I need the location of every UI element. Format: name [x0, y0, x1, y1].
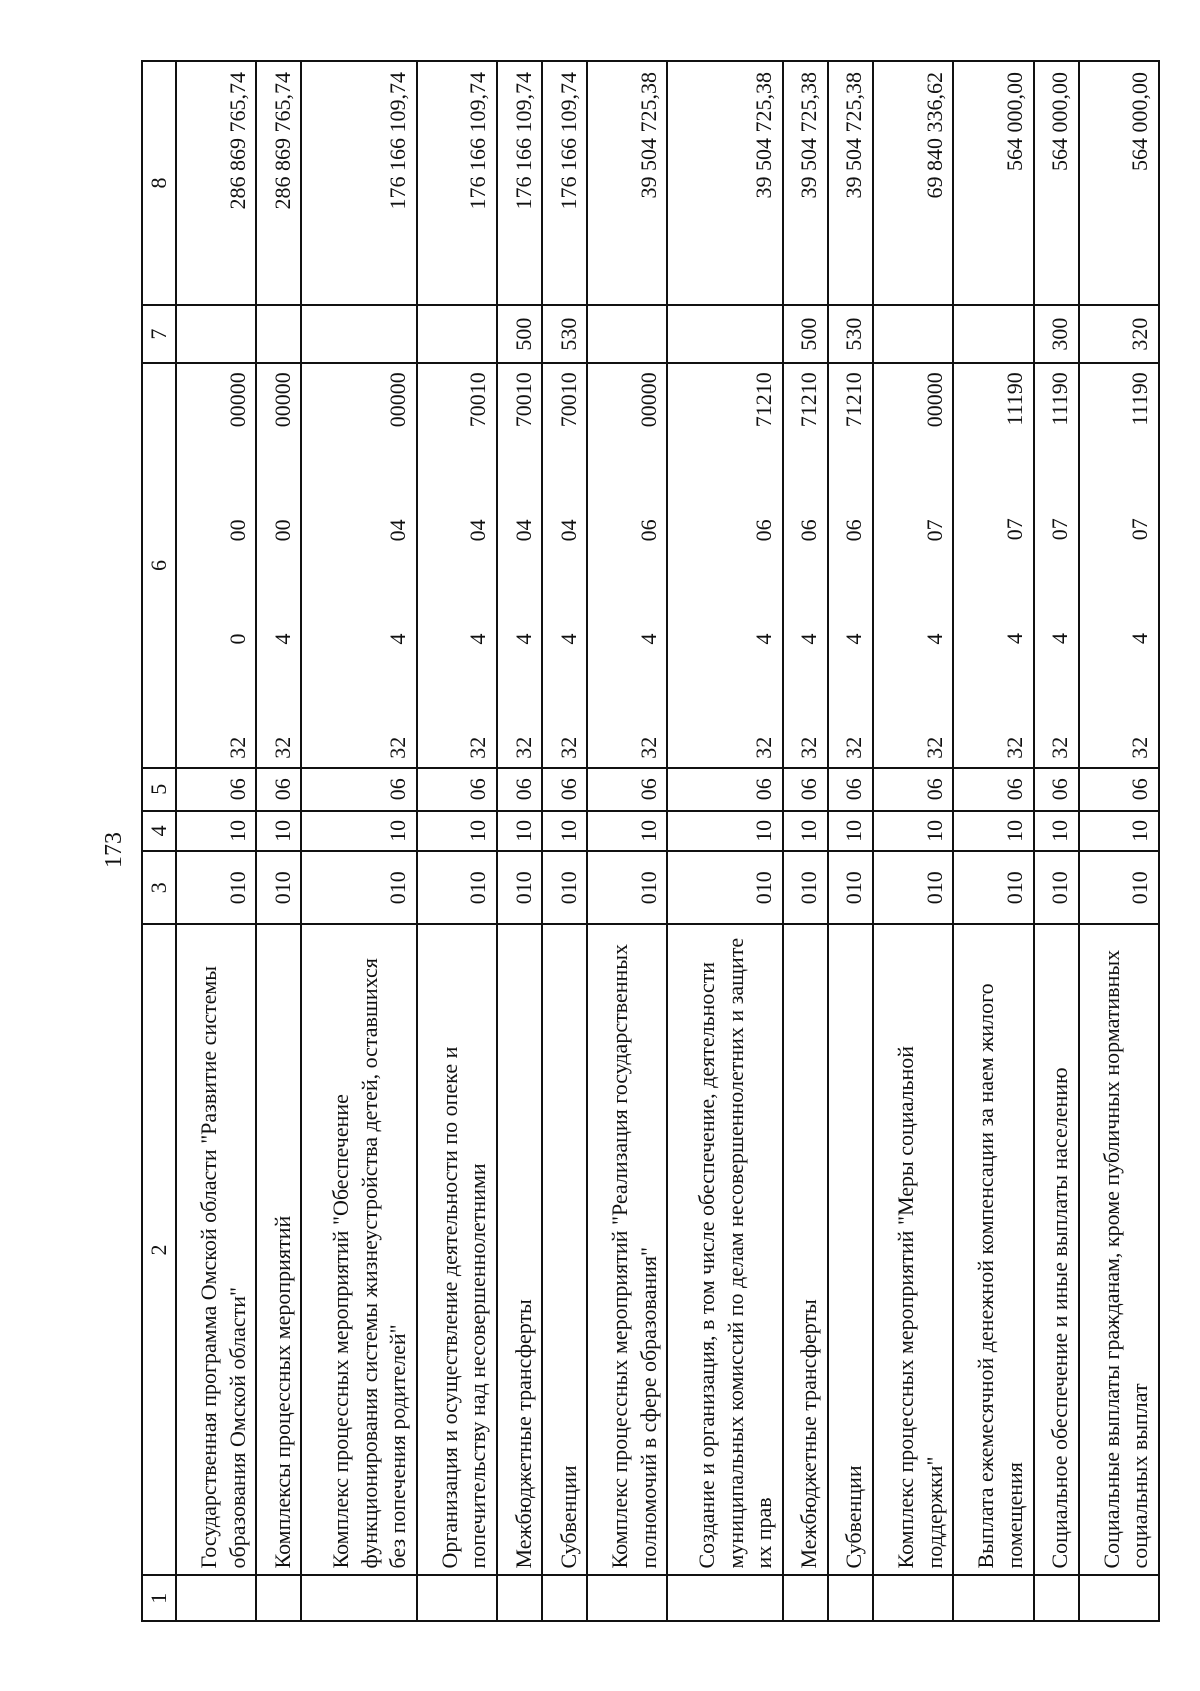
subsection-code-cell: 06 [828, 768, 873, 811]
amount-cell: 176 166 109,74 [497, 61, 542, 305]
amount-cell: 39 504 725,38 [828, 61, 873, 305]
admin-code-cell: 010 [301, 851, 416, 924]
item-name-cell: Создание и организация, в том числе обеспечение, деятельности муниципальных комиссий по делам несовершеннолетних и защите их прав [667, 924, 782, 1575]
target-article-part: 71210 [796, 372, 822, 428]
amount-cell: 564 000,00 [1034, 61, 1079, 305]
section-code-cell: 10 [783, 811, 828, 851]
target-article-part: 32 [1002, 736, 1028, 759]
item-name-cell: Комплекс процессных мероприятий "Меры социальной поддержки" [873, 924, 953, 1575]
section-code-cell: 10 [497, 811, 542, 851]
target-article-part: 07 [1047, 518, 1073, 541]
target-article-part: 32 [510, 736, 536, 759]
subsection-code-cell: 06 [667, 768, 782, 811]
item-name-cell: Государственная программа Омской области "Развитие системы образования Омской области" [176, 924, 256, 1575]
target-article-cell [783, 363, 828, 768]
table-row [953, 61, 1033, 1621]
admin-code-cell: 010 [256, 851, 301, 924]
column-header-8: 8 [142, 61, 176, 305]
admin-code-cell: 010 [873, 851, 953, 924]
target-article-part: 32 [465, 736, 491, 759]
target-article-part: 70010 [510, 372, 536, 428]
admin-code-cell: 010 [1079, 851, 1159, 924]
admin-code-cell: 010 [417, 851, 497, 924]
admin-code-cell: 010 [667, 851, 782, 924]
subsection-code-cell: 06 [783, 768, 828, 811]
header-row [142, 61, 176, 1621]
expense-type-cell [176, 305, 256, 363]
item-name-cell: Выплата ежемесячной денежной компенсации за наем жилого помещения [953, 924, 1033, 1575]
row-number-cell [1034, 1576, 1079, 1622]
subsection-code-cell: 06 [873, 768, 953, 811]
target-article-part: 06 [751, 519, 777, 542]
subsection-code-cell: 06 [301, 768, 416, 811]
admin-code-cell: 010 [542, 851, 587, 924]
target-article-parts [921, 372, 950, 759]
column-header-2: 2 [142, 924, 176, 1575]
item-name-cell: Субвенции [542, 924, 587, 1575]
row-number-cell [783, 1576, 828, 1622]
target-article-cell [417, 363, 497, 768]
target-article-part: 07 [1002, 518, 1028, 541]
target-article-parts [384, 372, 413, 759]
item-name-cell: Организация и осуществление деятельности по опеке и попечительству над несовершеннолетними [417, 924, 497, 1575]
subsection-code-cell: 06 [953, 768, 1033, 811]
target-article-part: 00000 [224, 372, 250, 428]
subsection-code-cell: 06 [542, 768, 587, 811]
expense-type-cell [256, 305, 301, 363]
expense-type-cell: 500 [497, 305, 542, 363]
target-article-parts [1001, 372, 1030, 759]
table-row [256, 61, 301, 1621]
item-name-cell: Субвенции [828, 924, 873, 1575]
target-article-part: 4 [269, 633, 295, 645]
table-row [587, 61, 667, 1621]
table-row [828, 61, 873, 1621]
target-article-parts [635, 372, 664, 759]
target-article-cell [667, 363, 782, 768]
section-code-cell: 10 [873, 811, 953, 851]
budget-table [141, 60, 1160, 1622]
admin-code-cell: 010 [783, 851, 828, 924]
target-article-cell [1034, 363, 1079, 768]
target-article-part: 32 [1127, 736, 1153, 759]
table-row [497, 61, 542, 1621]
table-row [667, 61, 782, 1621]
target-article-parts [1126, 372, 1155, 759]
target-article-part: 06 [796, 519, 822, 542]
item-name-cell: Межбюджетные трансферты [497, 924, 542, 1575]
target-article-part: 00000 [269, 372, 295, 428]
target-article-cell [587, 363, 667, 768]
target-article-cell [497, 363, 542, 768]
target-article-part: 4 [751, 633, 777, 645]
target-article-parts [555, 372, 584, 759]
target-article-parts [464, 372, 493, 759]
expense-type-cell [953, 305, 1033, 363]
section-code-cell: 10 [542, 811, 587, 851]
subsection-code-cell: 06 [256, 768, 301, 811]
item-name-cell: Комплекс процессных мероприятий "Обеспечение функционирования системы жизнеустройства детей, оставшихся без попечения родителей" [301, 924, 416, 1575]
table-row [873, 61, 953, 1621]
admin-code-cell: 010 [1034, 851, 1079, 924]
section-code-cell: 10 [1079, 811, 1159, 851]
target-article-part: 32 [385, 736, 411, 759]
subsection-code-cell: 06 [1034, 768, 1079, 811]
target-article-part: 11190 [1002, 372, 1028, 426]
row-number-cell [873, 1576, 953, 1622]
item-name-cell: Комплекс процессных мероприятий "Реализация государственных полномочий в сфере образования" [587, 924, 667, 1575]
target-article-part: 32 [555, 736, 581, 759]
target-article-part: 32 [269, 736, 295, 759]
subsection-code-cell: 06 [587, 768, 667, 811]
amount-cell: 39 504 725,38 [667, 61, 782, 305]
target-article-cell [953, 363, 1033, 768]
table-row [542, 61, 587, 1621]
admin-code-cell: 010 [953, 851, 1033, 924]
section-code-cell: 10 [256, 811, 301, 851]
target-article-part: 00000 [921, 372, 947, 428]
target-article-cell [873, 363, 953, 768]
target-article-parts [840, 372, 869, 759]
expense-type-cell [417, 305, 497, 363]
target-article-part: 11190 [1047, 372, 1073, 426]
column-header-3: 3 [142, 851, 176, 924]
target-article-part: 71210 [841, 372, 867, 428]
target-article-part: 32 [224, 736, 250, 759]
target-article-part: 70010 [465, 372, 491, 428]
table-row [176, 61, 256, 1621]
admin-code-cell: 010 [176, 851, 256, 924]
target-article-part: 06 [635, 519, 661, 542]
admin-code-cell: 010 [587, 851, 667, 924]
target-article-part: 07 [1127, 518, 1153, 541]
target-article-part: 4 [635, 633, 661, 645]
expense-type-cell [587, 305, 667, 363]
target-article-cell [542, 363, 587, 768]
admin-code-cell: 010 [497, 851, 542, 924]
target-article-part: 32 [751, 736, 777, 759]
target-article-part: 00000 [385, 372, 411, 428]
target-article-cell [828, 363, 873, 768]
column-header-7: 7 [142, 305, 176, 363]
target-article-part: 0 [224, 633, 250, 645]
target-article-part: 4 [1047, 633, 1073, 644]
target-article-part: 4 [841, 633, 867, 645]
target-article-parts [750, 372, 779, 759]
target-article-part: 71210 [751, 372, 777, 428]
section-code-cell: 10 [176, 811, 256, 851]
expense-type-cell: 500 [783, 305, 828, 363]
column-header-1: 1 [142, 1576, 176, 1622]
target-article-parts [1046, 372, 1075, 759]
section-code-cell: 10 [1034, 811, 1079, 851]
amount-cell: 286 869 765,74 [256, 61, 301, 305]
expense-type-cell [873, 305, 953, 363]
target-article-part: 4 [465, 633, 491, 645]
row-number-cell [417, 1576, 497, 1622]
expense-type-cell [301, 305, 416, 363]
rotated-page-content [141, 60, 1160, 1622]
table-row [301, 61, 416, 1621]
target-article-part: 00 [224, 519, 250, 542]
admin-code-cell: 010 [828, 851, 873, 924]
target-article-cell [1079, 363, 1159, 768]
table-row [1079, 61, 1159, 1621]
target-article-part: 04 [465, 519, 491, 542]
row-number-cell [953, 1576, 1033, 1622]
column-header-4: 4 [142, 811, 176, 851]
target-article-parts [224, 372, 253, 759]
page-number: 173 [101, 832, 127, 868]
row-number-cell [1079, 1576, 1159, 1622]
target-article-parts [510, 372, 539, 759]
row-number-cell [542, 1576, 587, 1622]
amount-cell: 69 840 336,62 [873, 61, 953, 305]
target-article-part: 4 [385, 633, 411, 645]
table-body [176, 61, 1159, 1621]
target-article-part: 04 [385, 519, 411, 542]
subsection-code-cell: 06 [176, 768, 256, 811]
row-number-cell [667, 1576, 782, 1622]
target-article-part: 06 [841, 519, 867, 542]
target-article-cell [256, 363, 301, 768]
column-header-5: 5 [142, 768, 176, 811]
target-article-part: 32 [841, 736, 867, 759]
amount-cell: 176 166 109,74 [301, 61, 416, 305]
target-article-part: 4 [1002, 633, 1028, 644]
target-article-part: 4 [796, 633, 822, 645]
amount-cell: 39 504 725,38 [783, 61, 828, 305]
amount-cell: 176 166 109,74 [417, 61, 497, 305]
target-article-part: 4 [921, 633, 947, 645]
section-code-cell: 10 [667, 811, 782, 851]
target-article-part: 4 [1127, 633, 1153, 644]
section-code-cell: 10 [417, 811, 497, 851]
expense-type-cell: 530 [542, 305, 587, 363]
target-article-part: 04 [510, 519, 536, 542]
target-article-part: 4 [555, 633, 581, 645]
item-name-cell: Социальные выплаты гражданам, кроме публичных нормативных социальных выплат [1079, 924, 1159, 1575]
subsection-code-cell: 06 [497, 768, 542, 811]
amount-cell: 176 166 109,74 [542, 61, 587, 305]
amount-cell: 39 504 725,38 [587, 61, 667, 305]
row-number-cell [301, 1576, 416, 1622]
target-article-parts [269, 372, 298, 759]
section-code-cell: 10 [828, 811, 873, 851]
table-row [417, 61, 497, 1621]
expense-type-cell: 320 [1079, 305, 1159, 363]
target-article-part: 32 [1047, 736, 1073, 759]
subsection-code-cell: 06 [417, 768, 497, 811]
row-number-cell [828, 1576, 873, 1622]
target-article-parts [795, 372, 824, 759]
row-number-cell [256, 1576, 301, 1622]
row-number-cell [176, 1576, 256, 1622]
item-name-cell: Межбюджетные трансферты [783, 924, 828, 1575]
subsection-code-cell: 06 [1079, 768, 1159, 811]
section-code-cell: 10 [301, 811, 416, 851]
target-article-part: 11190 [1127, 372, 1153, 426]
item-name-cell: Социальное обеспечение и иные выплаты населению [1034, 924, 1079, 1575]
target-article-part: 32 [921, 736, 947, 759]
target-article-part: 00000 [635, 372, 661, 428]
amount-cell: 564 000,00 [1079, 61, 1159, 305]
section-code-cell: 10 [953, 811, 1033, 851]
expense-type-cell: 300 [1034, 305, 1079, 363]
target-article-part: 32 [635, 736, 661, 759]
target-article-part: 4 [510, 633, 536, 645]
table-row [783, 61, 828, 1621]
amount-cell: 564 000,00 [953, 61, 1033, 305]
item-name-cell: Комплексы процессных мероприятий [256, 924, 301, 1575]
amount-cell: 286 869 765,74 [176, 61, 256, 305]
row-number-cell [497, 1576, 542, 1622]
expense-type-cell: 530 [828, 305, 873, 363]
expense-type-cell [667, 305, 782, 363]
target-article-part: 04 [555, 519, 581, 542]
target-article-cell [301, 363, 416, 768]
column-header-6: 6 [142, 363, 176, 768]
target-article-cell [176, 363, 256, 768]
target-article-part: 00 [269, 519, 295, 542]
target-article-part: 70010 [555, 372, 581, 428]
section-code-cell: 10 [587, 811, 667, 851]
row-number-cell [587, 1576, 667, 1622]
target-article-part: 07 [921, 519, 947, 542]
table-row [1034, 61, 1079, 1621]
target-article-part: 32 [796, 736, 822, 759]
